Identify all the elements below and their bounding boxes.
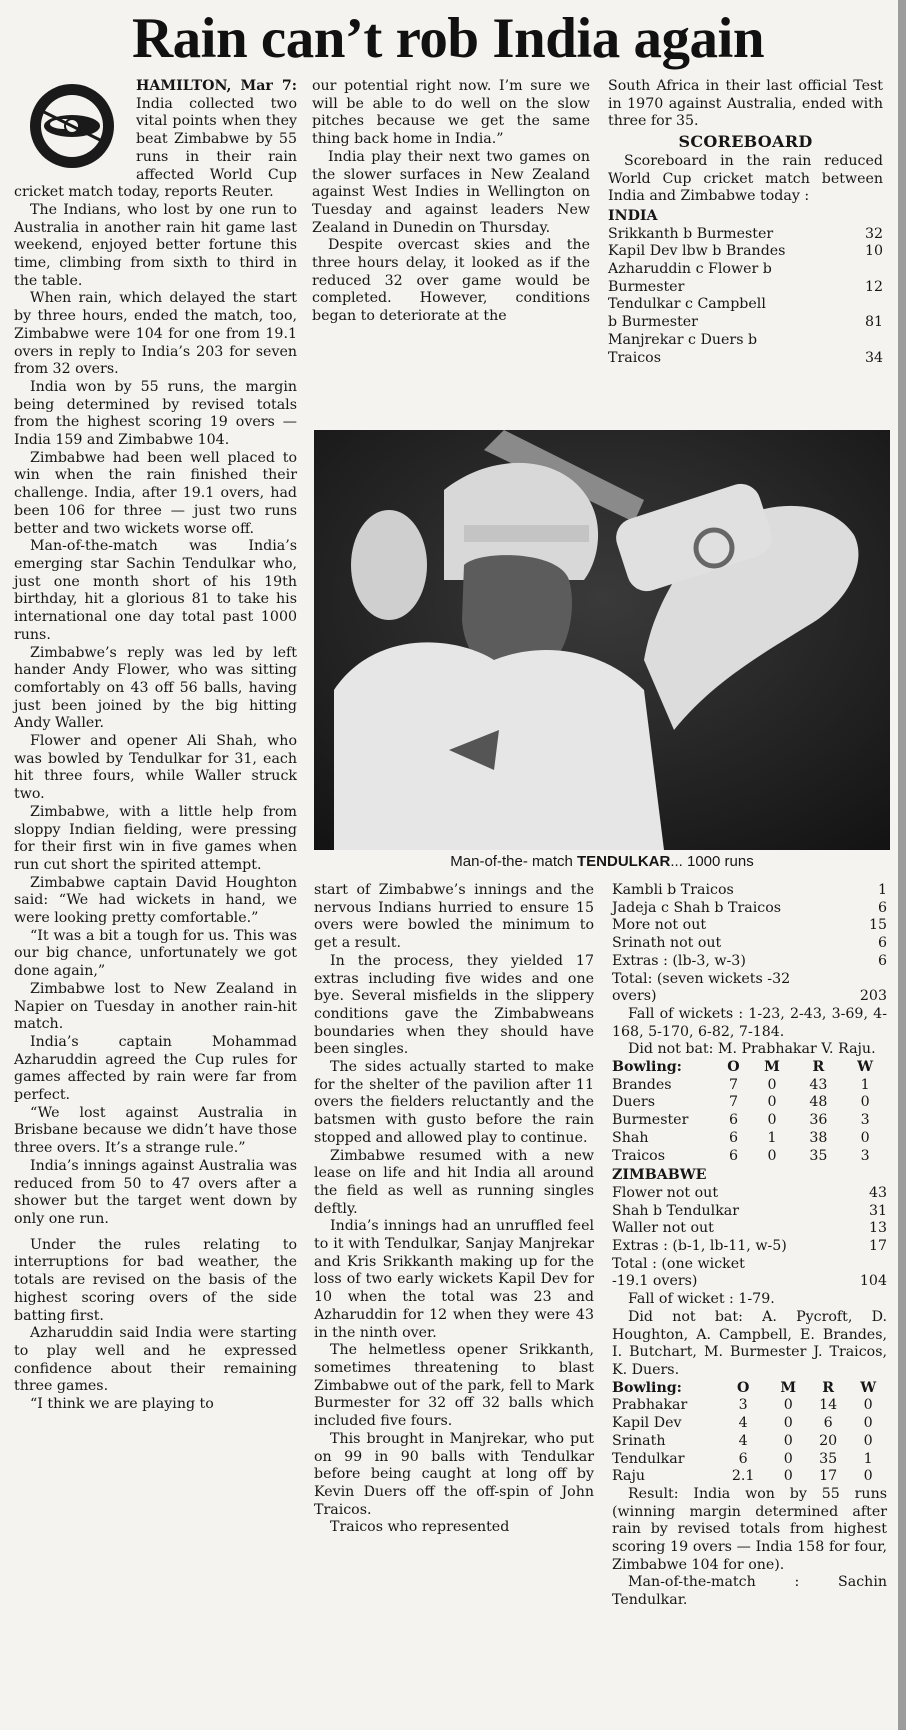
india-bowling-cell: Raju bbox=[612, 1468, 646, 1485]
india-bowling-cell: 35 bbox=[819, 1450, 838, 1467]
zimbabwe-bowling-row bbox=[612, 1077, 887, 1095]
zimbabwe-bowling-cell: 0 bbox=[767, 1112, 777, 1129]
india-batting-row bbox=[612, 935, 887, 953]
india-did-not-bat: Did not bat: M. Prabhakar V. Raju. bbox=[628, 1041, 876, 1058]
zimbabwe-bowling-cell: 0 bbox=[767, 1147, 777, 1164]
india-bowling-cell: 6 bbox=[738, 1450, 748, 1467]
india-batting-row bbox=[608, 226, 883, 244]
india-bowling-cell: 0 bbox=[863, 1397, 873, 1414]
zimbabwe-bowling-cell: Brandes bbox=[612, 1076, 672, 1093]
zimbabwe-bowling-cell: 0 bbox=[860, 1094, 870, 1111]
india-batting-batsman: Manjrekar c Duers b bbox=[608, 331, 758, 348]
zimbabwe-did-not-bat: Did not bat: A. Pycroft, D. Houghton, A. Campbell, E. Brandes, I. Butchart, M. Burmester J. Traicos, K. Duers. bbox=[612, 1308, 887, 1378]
india-bowling-cell: 0 bbox=[783, 1468, 793, 1485]
zimbabwe-total: Total : (one wicket bbox=[612, 1255, 745, 1272]
india-batting-runs: 12 bbox=[864, 278, 883, 295]
india-batting-runs: 32 bbox=[864, 225, 883, 242]
india-batting-batsman: More not out bbox=[612, 917, 707, 934]
india-bowling-row bbox=[612, 1468, 887, 1486]
zimbabwe-label: ZIMBABWE bbox=[612, 1167, 707, 1184]
zimbabwe-batting-batsman: Extras : (b-1, lb-11, w-5) bbox=[612, 1238, 787, 1255]
zimbabwe-total-overs: -19.1 overs) 104 bbox=[612, 1273, 887, 1290]
zimbabwe-fall-of-wicket: Fall of wicket : 1-79. bbox=[628, 1291, 775, 1308]
zimbabwe-bowling-cell: Duers bbox=[612, 1094, 655, 1111]
india-batting-batsman: Kambli b Traicos bbox=[612, 882, 734, 898]
india-bowling-cell: 0 bbox=[863, 1415, 873, 1432]
india-bowling-cell: 14 bbox=[819, 1397, 838, 1414]
india-bowling-cell: Srinath bbox=[612, 1432, 666, 1449]
india-bowling-cell: 0 bbox=[783, 1415, 793, 1432]
zimbabwe-batting-batsman: Waller not out bbox=[612, 1220, 714, 1237]
batsman-image bbox=[314, 430, 890, 850]
zimbabwe-batting-runs: 43 bbox=[868, 1184, 887, 1201]
zimbabwe-bowling-cell: 3 bbox=[860, 1112, 870, 1129]
india-batting-runs bbox=[877, 261, 883, 279]
india-batting-batsman: Extras : (lb-3, w-3) bbox=[612, 952, 746, 969]
zimbabwe-batting-row bbox=[612, 1238, 887, 1256]
india-label: INDIA bbox=[608, 207, 658, 224]
india-bowling-cell: 0 bbox=[783, 1397, 793, 1414]
zimbabwe-bowling-cell: 7 bbox=[728, 1076, 738, 1093]
zimbabwe-bowling-cell: 3 bbox=[860, 1147, 870, 1164]
india-bowling-table: Bowling: O M R W Prabhakar 3 0 14 0 Kapil Dev 4 0 6 0 Srinath 4 0 20 0 Tendulkar 6 0 35 1 Raju 2.1 0 17 0 bbox=[612, 1380, 887, 1486]
india-bowling-cell: 0 bbox=[863, 1432, 873, 1449]
zimbabwe-batting-runs: 17 bbox=[868, 1238, 887, 1255]
article-column-2: our potential right now. I’m sure we will be able to do well on the slow pitches because we get the same thing back home in India.” India play their next two games on the slower surfaces in New Zealand against West Indies in Wellington on Tuesday and against leaders New Zealand in Dunedin on Thursday. Despite overcast skies and the three hours delay, it looked as if the reduced 32 over game would be completed. However, conditions began to deteriorate at the bbox=[312, 78, 590, 325]
world-cup-logo-icon bbox=[14, 80, 130, 178]
india-bowling-row bbox=[612, 1433, 887, 1451]
india-batting-row bbox=[608, 279, 883, 297]
india-bowling-cell: Prabhakar bbox=[612, 1397, 688, 1414]
zimbabwe-bowling-row bbox=[612, 1094, 887, 1112]
zimbabwe-bowling-cell: 6 bbox=[728, 1147, 738, 1164]
zimbabwe-bowling-cell: 35 bbox=[809, 1147, 828, 1164]
photo-caption: Man-of-the- match TENDULKAR... 1000 runs bbox=[450, 853, 754, 870]
india-bowling-cell: 6 bbox=[823, 1415, 833, 1432]
india-bowling-cell: 4 bbox=[738, 1432, 748, 1449]
india-batting-runs: 34 bbox=[864, 349, 883, 366]
world-cup-logo bbox=[14, 80, 130, 178]
zimbabwe-batting-batsman: Shah b Tendulkar bbox=[612, 1202, 740, 1219]
india-batting-runs: 6 bbox=[877, 952, 887, 969]
zimbabwe-bowling-cell: 1 bbox=[860, 1076, 870, 1093]
india-batting-runs: 81 bbox=[864, 314, 883, 331]
zimbabwe-bowling-row bbox=[612, 1148, 887, 1166]
india-bowling-cell: Kapil Dev bbox=[612, 1415, 682, 1432]
zimbabwe-bowling-table: Bowling: O M R W Brandes 7 0 43 1 Duers 7 0 48 0 Burmester 6 0 36 3 Shah 6 1 38 0 Traicos 6 0 35 3 bbox=[612, 1059, 887, 1165]
zimbabwe-bowling-cell: 0 bbox=[767, 1076, 777, 1093]
india-batting-runs: 10 bbox=[864, 243, 883, 260]
india-bowling-cell: 17 bbox=[819, 1468, 838, 1485]
zimbabwe-batting-row bbox=[612, 1203, 887, 1221]
india-batting-row bbox=[612, 882, 887, 900]
article-column-1: HAMILTON, Mar 7: India collected two vital points when they beat Zimbabwe by 55 runs in their rain affected World Cup cricket match today, reports Reuter. The Indians, who lost by one run to Australia in another rain hit game last weekend, enjoyed better fortune this time, climbing from sixth to third in the table. When rain, which delayed the start by three hours, ended the match, too, Zimbabwe were 104 for one from 19.1 overs in reply to India’s 203 for seven from 32 overs. India won by 55 runs, the margin being determined by revised totals from the highest scoring 19 overs — India 159 and Zimbabwe 104. Zimbabwe had been well placed to win when the rain finished their challenge. India, after 19.1 overs, had been 106 for three — just two runs better and two wickets worse off. Man-of-the-match was India’s emerging star Sachin Tendulkar who, just one month short of his 19th birthday, hit a glorious 81 to take his international one day total past 1000 runs. Zimbabwe’s reply was led by left hander Andy Flower, who was sitting comfortably on 43 off 56 balls, having just been joined by the big hitting Andy Waller. Flower and opener Ali Shah, who was bowled by Tendulkar for 31, each hit three fours, while Waller struck two. Zimbabwe, with a little help from sloppy Indian fielding, were pressing for their first win in five games when run cut short the spirited attempt. Zimbabwe captain David Houghton said: “We had wickets in hand, we were looking pretty comfortable.” “It was a bit a tough for us. This was our big chance, unfortunately we got done again,” Zimbabwe lost to New Zealand in Napier on Tuesday in another rain-hit match. India’s captain Mohammad Azharuddin agreed the Cup rules for games affected by rain were far from perfect. “We lost against Australia in Brisbane because we didn’t have those three overs. It’s a strange rule.” India’s innings against Australia was reduced from 50 to 47 overs after a shower but the target went down by only one run. Under the rules relating to interruptions for bad weather, the totals are revised on the basis of the highest scoring overs of the side batting first. Azharuddin said India were starting to play well and he expressed confidence about their remaining three games. “I think we are playing to bbox=[14, 78, 297, 1413]
india-batting-batsman: b Burmester bbox=[608, 314, 698, 331]
zimbabwe-bowling-row bbox=[612, 1112, 887, 1130]
india-bowling-cell: Tendulkar bbox=[612, 1450, 685, 1467]
india-batting-bottom bbox=[612, 882, 887, 971]
india-batting-batsman: Jadeja c Shah b Traicos bbox=[612, 899, 782, 916]
india-batting-row bbox=[608, 314, 883, 332]
india-batting-row bbox=[612, 900, 887, 918]
india-batting-top bbox=[608, 226, 883, 368]
zimbabwe-batting bbox=[612, 1185, 887, 1256]
india-bowling-cell: 20 bbox=[819, 1432, 838, 1449]
india-batting-runs: 15 bbox=[868, 917, 887, 934]
scoreboard-column-bottom bbox=[612, 882, 887, 1610]
zimbabwe-bowling-cell: 43 bbox=[809, 1076, 828, 1093]
zimbabwe-bowling-cell: 6 bbox=[728, 1112, 738, 1129]
india-total-overs: overs) 203 bbox=[612, 988, 887, 1005]
india-batting-batsman: Srikkanth b Burmester bbox=[608, 225, 774, 242]
zimbabwe-bowling-cell: Burmester bbox=[612, 1112, 689, 1129]
zimbabwe-batting-batsman: Flower not out bbox=[612, 1184, 719, 1201]
zimbabwe-batting-runs: 13 bbox=[868, 1220, 887, 1237]
india-bowling-cell: 0 bbox=[783, 1450, 793, 1467]
india-bowling-row bbox=[612, 1415, 887, 1433]
india-bowling-cell: 4 bbox=[738, 1415, 748, 1432]
zimbabwe-bowling-cell: 38 bbox=[809, 1129, 828, 1146]
zimbabwe-batting-row bbox=[612, 1220, 887, 1238]
india-batting-batsman: Azharuddin c Flower b bbox=[608, 261, 772, 278]
zimbabwe-bowling-cell: Shah bbox=[612, 1129, 649, 1146]
india-bowling-cell: 0 bbox=[783, 1432, 793, 1449]
india-batting-runs: 6 bbox=[877, 899, 887, 916]
zimbabwe-bowling-cell: Traicos bbox=[612, 1147, 666, 1164]
zimbabwe-bowling-cell: 48 bbox=[809, 1094, 828, 1111]
india-batting-batsman: Kapil Dev lbw b Brandes bbox=[608, 243, 786, 260]
india-batting-runs: 1 bbox=[877, 882, 887, 898]
india-fall-of-wickets: Fall of wickets : 1-23, 2-43, 3-69, 4-168, 5-170, 6-82, 7-184. bbox=[612, 1005, 887, 1040]
zimbabwe-batting-row bbox=[612, 1185, 887, 1203]
scoreboard-title: SCOREBOARD bbox=[678, 132, 813, 152]
zimbabwe-bowling-cell: 6 bbox=[728, 1129, 738, 1146]
india-batting-row bbox=[612, 917, 887, 935]
india-batting-batsman: Traicos bbox=[608, 349, 662, 366]
india-total: Total: (seven wickets -32 bbox=[612, 970, 791, 987]
india-bowling-cell: 1 bbox=[863, 1450, 873, 1467]
zimbabwe-bowling-cell: 7 bbox=[728, 1094, 738, 1111]
zimbabwe-bowling-cell: 36 bbox=[809, 1112, 828, 1129]
india-batting-batsman: Srinath not out bbox=[612, 935, 722, 952]
india-batting-row bbox=[608, 332, 883, 350]
zimbabwe-bowling-row bbox=[612, 1130, 887, 1148]
india-batting-row bbox=[608, 350, 883, 368]
match-result: Result: India won by 55 runs (winning margin determined after rain by revised totals from highest scoring 19 overs — India 158 for four, Zimbabwe 104 for one). bbox=[612, 1485, 887, 1573]
zimbabwe-bowling-cell: 1 bbox=[767, 1129, 777, 1146]
india-batting-row bbox=[608, 243, 883, 261]
india-bowling-row bbox=[612, 1397, 887, 1415]
india-bowling-cell: 2.1 bbox=[731, 1468, 755, 1485]
india-batting-runs bbox=[877, 296, 883, 314]
india-batting-row bbox=[608, 296, 883, 314]
india-batting-row bbox=[612, 953, 887, 971]
zimbabwe-batting-runs: 31 bbox=[868, 1202, 887, 1219]
headline: Rain can’t rob India again bbox=[131, 7, 765, 70]
india-batting-batsman: Tendulkar c Campbell bbox=[608, 296, 766, 313]
tendulkar-photo bbox=[314, 430, 890, 850]
india-batting-runs: 6 bbox=[877, 935, 887, 952]
article-column-2-bottom: start of Zimbabwe’s innings and the nervous Indians hurried to ensure 15 overs were bowled the minimum to get a result. In the process, they yielded 17 extras including five wides and one bye. Several misfields in the slippery conditions gave the Zimbabweans boundaries when they should have been singles. The sides actually started to make for the shelter of the pavilion after 11 overs the fielders reluctantly and the batsmen with gusto before the rain stopped and allowed play to continue. Zimbabwe resumed with a new lease on life and hit India all around the field as well as running singles deftly. India’s innings had an unruffled feel to it with Tendulkar, Sanjay Manjrekar and Kris Srikkanth making up for the loss of two early wickets Kapil Dev for 10 when the total was 23 and Azharuddin for 12 when they were 43 in the ninth over. The helmetless opener Srikkanth, sometimes threatening to blast Zimbabwe out of the park, fell to Mark Burmester for 32 off 32 balls which included five fours. This brought in Manjrekar, who put on 99 in 90 balls with Tendulkar before being caught at long off by Kevin Duers off the off-spin of John Traicos. Traicos who represented bbox=[314, 882, 594, 1536]
man-of-the-match: Man-of-the-match : Sachin Tendulkar. bbox=[612, 1574, 887, 1609]
india-bowling-cell: 3 bbox=[738, 1397, 748, 1414]
india-bowling-row bbox=[612, 1451, 887, 1469]
india-bowling-cell: 0 bbox=[863, 1468, 873, 1485]
zimbabwe-bowling-cell: 0 bbox=[860, 1129, 870, 1146]
india-batting-runs bbox=[877, 332, 883, 350]
zimbabwe-bowling-cell: 0 bbox=[767, 1094, 777, 1111]
scoreboard-column-top: South Africa in their last official Test in 1970 against Australia, ended with three for 35. SCOREBOARD Scoreboard in the rain reduced World Cup cricket match between India and Zimbabwe today : INDIA Srikkanth b Burmester 32 Kapil Dev lbw b Brandes 10 Azharuddin c Flower b Burmester 12 Tendulkar c Campbell b Burmester 81 Manjrekar c Duers b Traicos 34 bbox=[608, 78, 883, 366]
india-batting-batsman: Burmester bbox=[608, 278, 685, 295]
india-batting-row bbox=[608, 261, 883, 279]
